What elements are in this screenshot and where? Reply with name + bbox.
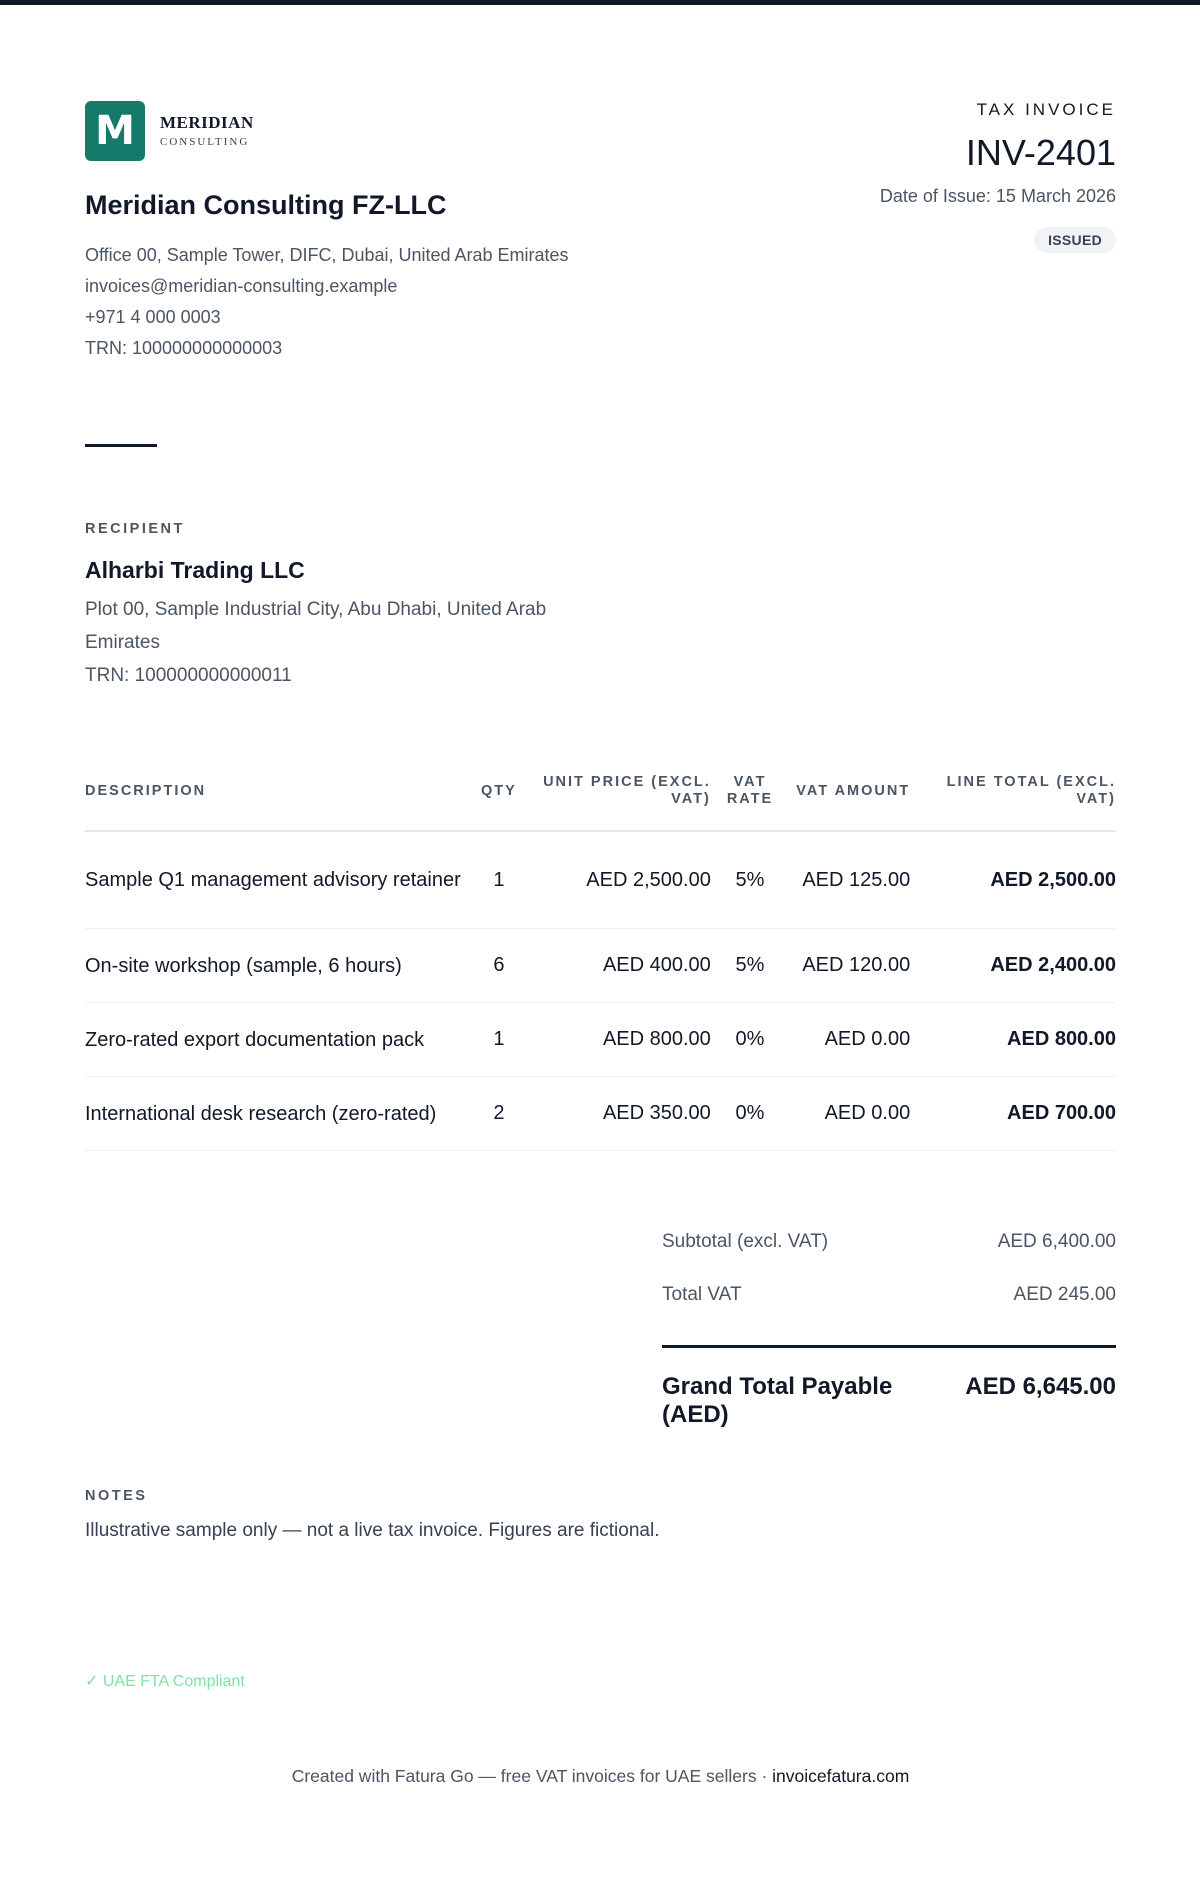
row-description: Sample Q1 management advisory retainer <box>85 831 473 929</box>
section-divider <box>85 444 157 447</box>
grand-total-label: Grand Total Payable (AED) <box>662 1373 893 1428</box>
row-vat-rate: 5% <box>719 929 781 1003</box>
footer-link[interactable]: invoicefatura.com <box>772 1766 910 1786</box>
row-line-total: AED 800.00 <box>918 1003 1116 1077</box>
company-logo <box>85 101 254 161</box>
row-line-total: AED 2,500.00 <box>918 831 1116 929</box>
subtotal-value: AED 6,400.00 <box>997 1230 1116 1252</box>
document-header <box>880 100 1116 253</box>
document-type: TAX INVOICE <box>976 100 1116 119</box>
table-row <box>85 1077 1116 1151</box>
row-vat-amount: AED 0.00 <box>781 1077 918 1151</box>
grand-total-value: AED 6,645.00 <box>965 1373 1116 1400</box>
notes-label: NOTES <box>85 1488 148 1504</box>
line-items-table <box>85 762 1116 1151</box>
totals-block <box>662 1215 1116 1429</box>
row-line-total: AED 700.00 <box>918 1077 1116 1151</box>
row-description: International desk research (zero-rated) <box>85 1077 473 1151</box>
vat-value: AED 245.00 <box>1013 1283 1116 1305</box>
row-unit-price: AED 800.00 <box>525 1003 719 1077</box>
seller-email: invoices@meridian-consulting.example <box>85 276 398 296</box>
recipient-details <box>85 593 585 692</box>
footer <box>85 1766 1116 1787</box>
seller-address: Office 00, Sample Tower, DIFC, Dubai, United Arab Emirates <box>85 245 569 265</box>
subtotal-label: Subtotal (excl. VAT) <box>662 1230 829 1252</box>
header-vat-amount: VAT AMOUNT <box>781 762 918 831</box>
row-line-total: AED 2,400.00 <box>918 929 1116 1003</box>
seller-name: Meridian Consulting FZ-LLC <box>85 190 447 220</box>
seller-phone: +971 4 000 0003 <box>85 307 221 327</box>
seller-details <box>85 240 569 364</box>
header-description: DESCRIPTION <box>85 762 473 831</box>
subtotal-row <box>662 1215 1116 1268</box>
header-unit-price: UNIT PRICE (EXCL. VAT) <box>525 762 719 831</box>
row-vat-amount: AED 0.00 <box>781 1003 918 1077</box>
row-vat-amount: AED 125.00 <box>781 831 918 929</box>
row-unit-price: AED 350.00 <box>525 1077 719 1151</box>
vat-label: Total VAT <box>662 1283 742 1305</box>
seller-trn: TRN: 100000000000003 <box>85 338 283 358</box>
table-row <box>85 831 1116 929</box>
invoice-page <box>85 0 1116 1886</box>
row-unit-price: AED 2,500.00 <box>525 831 719 929</box>
header-vat-rate: VAT RATE <box>719 762 781 831</box>
table-row <box>85 1003 1116 1077</box>
status-badge: ISSUED <box>1034 227 1116 253</box>
row-qty: 1 <box>473 1003 525 1077</box>
row-vat-amount: AED 120.00 <box>781 929 918 1003</box>
table-header-row <box>85 762 1116 831</box>
header-line-total: LINE TOTAL (EXCL. VAT) <box>918 762 1116 831</box>
totals-divider <box>662 1345 1116 1348</box>
row-qty: 6 <box>473 929 525 1003</box>
compliance-badge: ✓ UAE FTA Compliant <box>85 1673 245 1690</box>
logo-name: MERIDIAN <box>160 113 254 132</box>
vat-row <box>662 1268 1116 1321</box>
row-description: Zero-rated export documentation pack <box>85 1003 473 1077</box>
logo-wordmark <box>160 114 254 148</box>
row-unit-price: AED 400.00 <box>525 929 719 1003</box>
recipient-label: RECIPIENT <box>85 521 185 537</box>
logo-subtitle: CONSULTING <box>160 136 250 148</box>
notes-text: Illustrative sample only — not a live tax invoice. Figures are fictional. <box>85 1520 660 1541</box>
recipient-address: Plot 00, Sample Industrial City, Abu Dhabi, United Arab Emirates <box>85 599 547 653</box>
issue-date: Date of Issue: 15 March 2026 <box>879 186 1116 206</box>
header-qty: QTY <box>473 762 525 831</box>
row-description: On-site workshop (sample, 6 hours) <box>85 929 473 1003</box>
row-qty: 1 <box>473 831 525 929</box>
grand-total-row <box>662 1373 1116 1429</box>
footer-text: Created with Fatura Go — free VAT invoices for UAE sellers · <box>291 1766 773 1786</box>
row-vat-rate: 0% <box>719 1003 781 1077</box>
table-row <box>85 929 1116 1003</box>
recipient-name: Alharbi Trading LLC <box>85 557 305 583</box>
row-vat-rate: 5% <box>719 831 781 929</box>
row-qty: 2 <box>473 1077 525 1151</box>
row-vat-rate: 0% <box>719 1077 781 1151</box>
recipient-trn: TRN: 100000000000011 <box>85 665 292 686</box>
invoice-number: INV-2401 <box>965 132 1116 173</box>
logo-mark: M <box>85 101 145 161</box>
